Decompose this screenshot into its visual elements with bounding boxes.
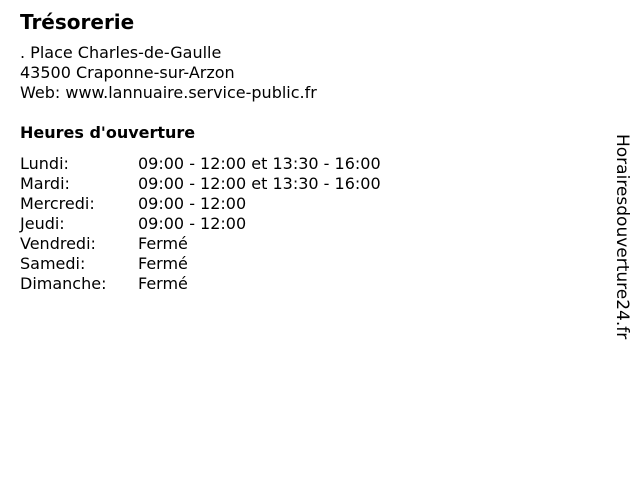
hours-row-saturday bbox=[20, 254, 381, 274]
day-label: Lundi: bbox=[20, 154, 69, 173]
time-value: Fermé bbox=[138, 274, 188, 293]
city-address: 43500 Craponne-sur-Arzon bbox=[20, 63, 235, 82]
time-value: 09:00 - 12:00 et 13:30 - 16:00 bbox=[138, 174, 381, 193]
day-label: Vendredi: bbox=[20, 234, 96, 253]
street-address: . Place Charles-de-Gaulle bbox=[20, 43, 222, 62]
website-line: Web: www.lannuaire.service-public.fr bbox=[20, 83, 317, 102]
page-title: Trésorerie bbox=[20, 10, 135, 34]
hours-row-tuesday bbox=[20, 174, 381, 194]
time-value: 09:00 - 12:00 bbox=[138, 194, 247, 213]
day-label: Dimanche: bbox=[20, 274, 107, 293]
address-block bbox=[20, 43, 317, 103]
time-value: Fermé bbox=[138, 254, 188, 273]
hours-row-monday bbox=[20, 154, 381, 174]
hours-row-sunday bbox=[20, 274, 381, 294]
time-value: 09:00 - 12:00 et 13:30 - 16:00 bbox=[138, 154, 381, 173]
day-label: Mercredi: bbox=[20, 194, 95, 213]
hours-row-friday bbox=[20, 234, 381, 254]
day-label: Jeudi: bbox=[20, 214, 65, 233]
time-value: Fermé bbox=[138, 234, 188, 253]
hours-table bbox=[20, 154, 381, 294]
hours-row-wednesday bbox=[20, 194, 381, 214]
watermark-text: Horairesdouverture24.fr bbox=[612, 134, 632, 340]
time-value: 09:00 - 12:00 bbox=[138, 214, 247, 233]
hours-row-thursday bbox=[20, 214, 381, 234]
day-label: Samedi: bbox=[20, 254, 86, 273]
day-label: Mardi: bbox=[20, 174, 70, 193]
hours-heading: Heures d'ouverture bbox=[20, 123, 196, 142]
